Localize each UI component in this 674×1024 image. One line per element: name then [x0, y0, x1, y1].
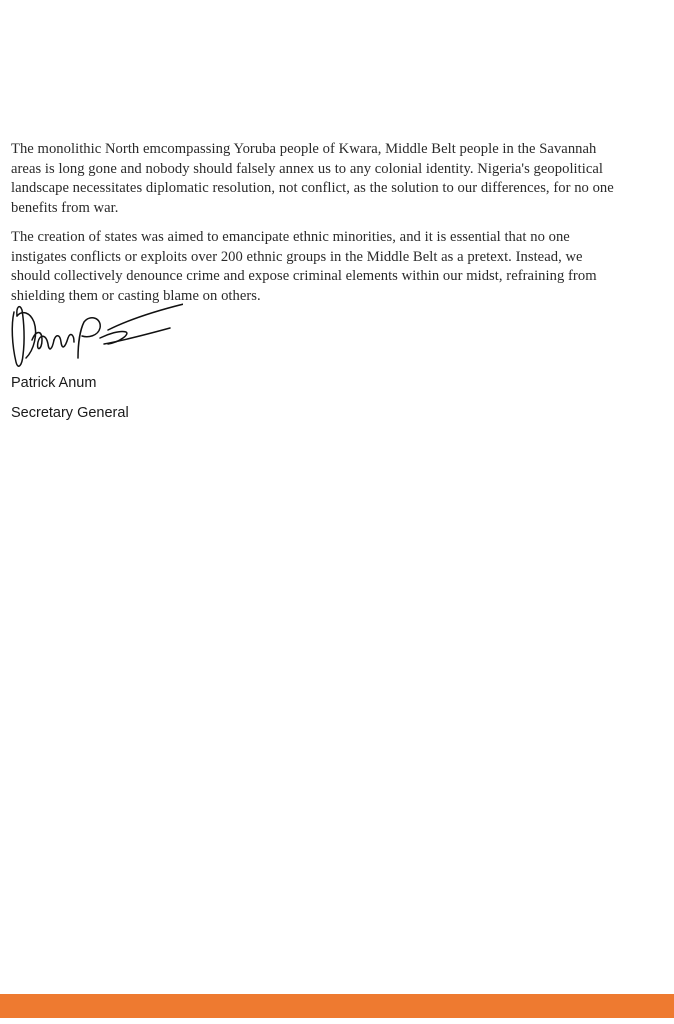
body-paragraph: The creation of states was aimed to emancipate ethnic minorities, and it is essential that no one instigates conflicts or exploits over 200 ethnic groups in the Middle Belt as a pretext. Instead, we should collectively denounce crime and expose criminal elements within our midst, refraining from shielding them or casting blame on others. — [11, 229, 597, 304]
signer-name: Patrick Anum — [11, 375, 97, 391]
handwritten-signature — [8, 300, 183, 380]
signer-title: Secretary General — [11, 405, 129, 421]
footer-bottom-edge — [0, 1018, 674, 1024]
body-paragraph: The monolithic North emcompassing Yoruba people of Kwara, Middle Belt people in the Savannah areas is long gone and nobody should falsely annex us to any colonial identity. Nigeria's geopolitical landscape necessitates diplomatic resolution, not conflict, as the solution to our differences, for no one benefits from war. — [11, 141, 614, 216]
footer-accent-bar — [0, 994, 674, 1018]
